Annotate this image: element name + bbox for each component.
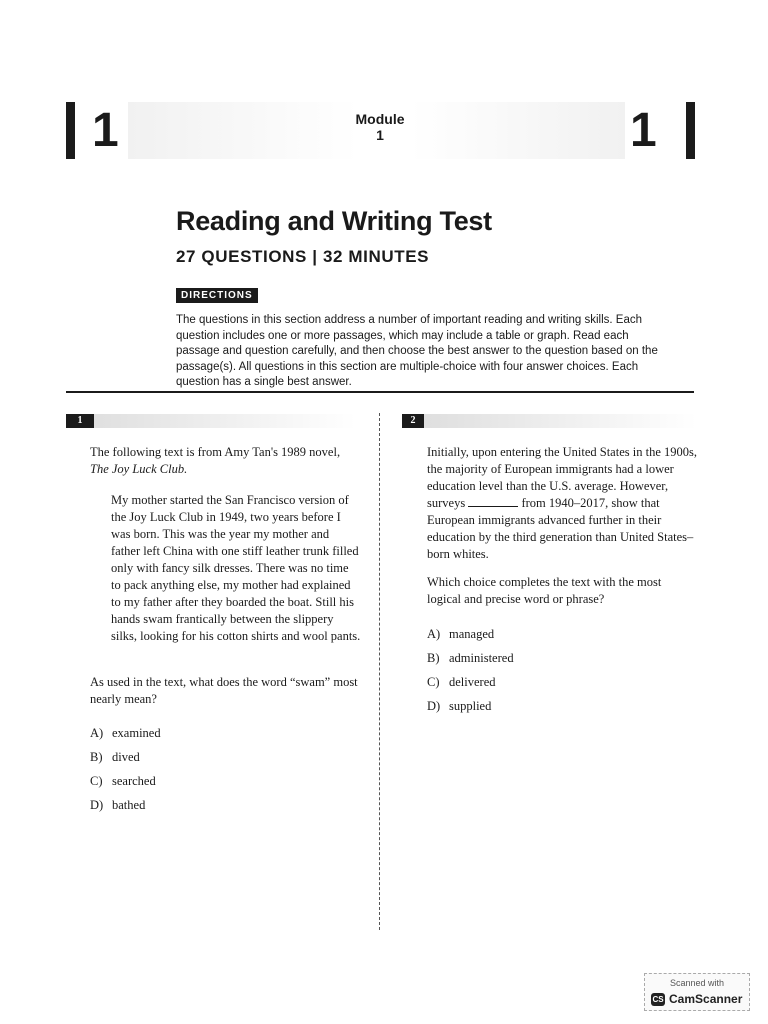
choice-1d[interactable] <box>90 797 161 821</box>
header-right-bar <box>686 102 695 159</box>
question-1-intro <box>90 444 360 478</box>
watermark-brand: CamScanner <box>669 992 743 1006</box>
header-left-bar <box>66 102 75 159</box>
directions-text: The questions in this section address a number of important reading and writing skills. Each question includes one or more passages, which may include a table or graph. Read each passage and question carefully, and then choose the best answer to the question based on the passage(s). All questions in this section are multiple-choice with four answer choices. Each question has a single best answer. <box>176 314 658 388</box>
page-subtitle: 27 QUESTIONS | 32 MINUTES <box>176 247 430 266</box>
module-number-right: 1 <box>630 104 657 157</box>
question-2-header <box>402 414 697 428</box>
choice-text: bathed <box>112 798 146 812</box>
header-shade-right <box>410 102 625 159</box>
choice-letter: B) <box>427 651 440 665</box>
question-2-number: 2 <box>402 414 424 428</box>
question-1-passage: My mother started the San Francisco version of the Joy Luck Club in 1949, two years before I was born. This was the year my mother and father left China with one stiff leather trunk filled only with fancy silk dresses. There was no time to pack anything else, my mother had explained to my father after they boarded the boat. Still his hands swam frantically between the slippery silks, looking for his cotton shirts and wool pants. <box>111 493 361 643</box>
choice-letter: D) <box>427 699 441 713</box>
watermark-caption: Scanned with <box>669 978 725 988</box>
camscanner-logo-icon: CS <box>652 995 664 1004</box>
choice-2b[interactable] <box>427 650 514 674</box>
header-shade-left <box>128 102 358 159</box>
question-1-intro-text: The following text is from Amy Tan's 1989 novel, <box>90 445 341 459</box>
choice-letter: B) <box>90 750 103 764</box>
question-2-passage <box>427 444 697 563</box>
question-1-number: 1 <box>66 414 94 428</box>
question-2-passage-after: from 1940–2017, show that European immigrants advanced further in their education by the third generation than United States–born whites. <box>427 496 694 561</box>
choice-2a[interactable] <box>427 626 514 650</box>
choice-1c[interactable] <box>90 773 161 797</box>
choice-1a[interactable] <box>90 725 161 749</box>
choice-text: supplied <box>449 699 492 713</box>
section-rule <box>66 391 694 393</box>
question-2-passage-before: Initially, upon entering the United States in the 1900s, the majority of European immigrants had a lower education level than the U.S. average. However, surveys <box>427 445 697 510</box>
module-index: 1 <box>376 127 384 143</box>
choice-text: examined <box>112 726 161 740</box>
choice-2d[interactable] <box>427 698 514 722</box>
question-1-prompt: As used in the text, what does the word “swam” most nearly mean? <box>90 675 358 706</box>
question-2-choices <box>427 626 514 722</box>
choice-letter: A) <box>90 726 104 740</box>
directions-badge: DIRECTIONS <box>176 288 258 303</box>
page-title: Reading and Writing Test <box>176 206 492 236</box>
question-1-header <box>66 414 356 428</box>
question-1-choices <box>90 725 161 821</box>
choice-text: searched <box>112 774 156 788</box>
question-2-prompt: Which choice completes the text with the most logical and precise word or phrase? <box>427 575 662 606</box>
module-label-text: Module <box>355 111 405 127</box>
answer-blank <box>468 495 518 507</box>
choice-letter: C) <box>90 774 103 788</box>
choice-1b[interactable] <box>90 749 161 773</box>
column-divider <box>379 413 380 930</box>
choice-letter: C) <box>427 675 440 689</box>
choice-letter: A) <box>427 627 441 641</box>
choice-text: administered <box>449 651 514 665</box>
choice-text: dived <box>112 750 140 764</box>
choice-2c[interactable] <box>427 674 514 698</box>
choice-text: delivered <box>449 675 496 689</box>
camscanner-watermark <box>644 973 750 1011</box>
question-1-intro-title: The Joy Luck Club. <box>90 462 188 476</box>
module-number-left: 1 <box>92 104 119 157</box>
choice-letter: D) <box>90 798 104 812</box>
choice-text: managed <box>449 627 495 641</box>
